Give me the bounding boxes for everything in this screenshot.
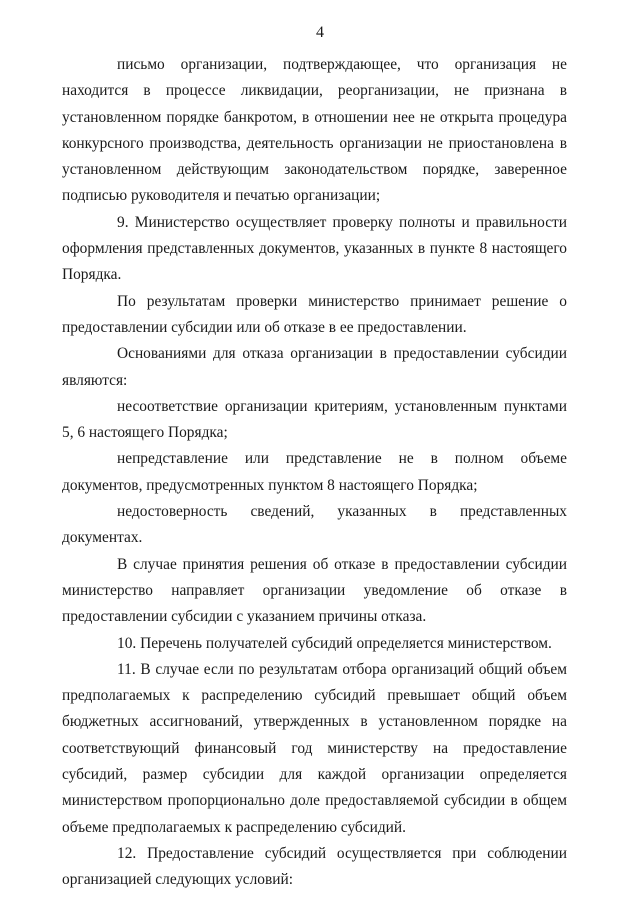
paragraph-false-information: недостоверность сведений, указанных в представленных документах. (62, 503, 567, 547)
paragraph-item-11: 11. В случае если по результатам отбора организаций общий объем предполагаемых к распределению субсидий превышает общий объем бюджетных ассигнований, утвержденных в установленном порядке на соответствующий финансовый год министерству на предоставление субсидий, размер субсидии для каждой организации определяется министерством пропорционально доле предоставляемой субсидии в общем объеме предполагаемых к распределению субсидий. (62, 660, 567, 836)
paragraph-missing-documents: непредставление или представление не в полном объеме документов, предусмотренных пунктом 8 настоящего Порядка; (62, 450, 567, 494)
paragraph-item-10: 10. Перечень получателей субсидий определяется министерством. (117, 634, 552, 652)
paragraph-org-letter: письмо организации, подтверждающее, что организация не находится в процессе ликвидации, реорганизации, не признана в установленном порядке банкротом, в отношении нее не открыта процедура конкурсного производства, деятельность организации не приостановлена в установленном действующим законодательством порядке, заверенное подписью руководителя и печатью организации; (62, 56, 567, 205)
paragraph-item-12: 12. Предоставление субсидий осуществляется при соблюдении организацией следующих условий: (62, 844, 567, 889)
paragraph-criteria-mismatch: несоответствие организации критериям, установленным пунктами 5, 6 настоящего Порядка; (62, 397, 567, 442)
document-body (62, 52, 567, 894)
paragraph-item-9: 9. Министерство осуществляет проверку полноты и правильности оформления представленных документов, указанных в пункте 8 настоящего Порядка. (62, 213, 567, 284)
paragraph-refusal-grounds: Основаниями для отказа организации в предоставлении субсидии являются: (62, 345, 567, 389)
paragraph-refusal-notice: В случае принятия решения об отказе в предоставлении субсидии министерство направляет организации уведомление об отказе в предоставлении субсидии с указанием причины отказа. (62, 555, 567, 626)
paragraph-check-results: По результатам проверки министерство принимает решение о предоставлении субсидии или об отказе в ее предоставлении. (62, 292, 567, 336)
page-number: 4 (316, 24, 324, 41)
